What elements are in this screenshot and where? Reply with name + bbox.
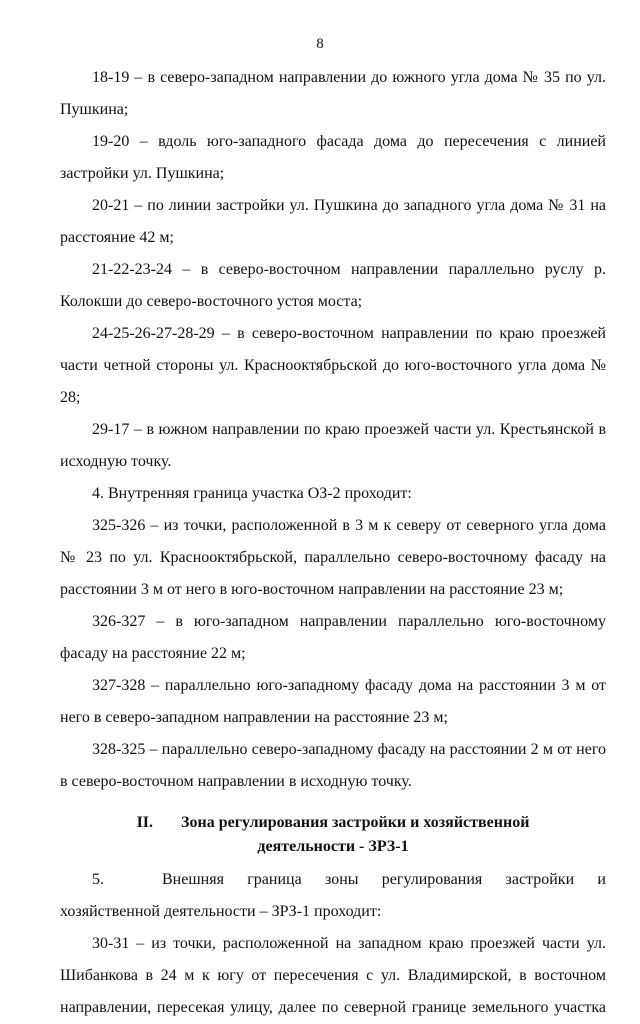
paragraph-item-5 xyxy=(60,864,606,928)
paragraph-328-325: 328-325 – параллельно северо-западному фасаду на расстоянии 2 м от него в северо-восточном направлении в исходную точку. xyxy=(60,741,606,790)
paragraph-29-17: 29-17 – в южном направлении по краю проезжей части ул. Крестьянской в исходную точку. xyxy=(60,421,606,470)
paragraph-326-327: 326-327 – в юго-западном направлении параллельно юго-восточному фасаду на расстояние 22 м; xyxy=(60,613,606,662)
paragraph-325-326: 325-326 – из точки, расположенной в 3 м к северу от северного угла дома № 23 по ул. Краснооктябрьской, параллельно северо-восточному фасаду на расстоянии 3 м от него в юго-восточном направлении на расстояние 23 м; xyxy=(60,517,606,598)
item-5-text: Внешняя граница зоны регулирования застройки и хозяйственной деятельности – ЗРЗ-1 проходит: xyxy=(60,871,606,920)
paragraph-21-24: 21-22-23-24 – в северо-восточном направлении параллельно руслу р. Колокши до северо-восточного устоя моста; xyxy=(60,261,606,310)
paragraph-item-4: 4. Внутренняя граница участка ОЗ-2 проходит: xyxy=(92,485,412,502)
section-heading xyxy=(60,811,606,859)
section-title-line1: Зона регулирования застройки и хозяйственной xyxy=(181,814,530,831)
paragraph-24-29: 24-25-26-27-28-29 – в северо-восточном направлении по краю проезжей части четной стороны ул. Краснооктябрьской до юго-восточного угла дома № 28; xyxy=(60,325,606,406)
page-number: 8 xyxy=(316,36,324,52)
paragraph-19-20: 19-20 – вдоль юго-западного фасада дома до пересечения с линией застройки ул. Пушкина; xyxy=(60,133,606,182)
section-title-line2: деятельности - ЗРЗ-1 xyxy=(257,838,409,855)
paragraph-30-31: 30-31 – из точки, расположенной на западном краю проезжей части ул. Шибанкова в 24 м к югу от пересечения с ул. Владимирской, в восточном направлении, пересекая улицу, далее по северной границе земельного участка xyxy=(60,935,606,1016)
paragraph-327-328: 327-328 – параллельно юго-западному фасаду дома на расстоянии 3 м от него в северо-западном направлении на расстояние 23 м; xyxy=(60,677,606,726)
document-body xyxy=(60,62,606,1024)
paragraph-18-19: 18-19 – в северо-западном направлении до южного угла дома № 35 по ул. Пушкина; xyxy=(60,69,606,118)
item-5-number: 5. xyxy=(92,871,104,888)
paragraph-20-21: 20-21 – по линии застройки ул. Пушкина до западного угла дома № 31 на расстояние 42 м; xyxy=(60,197,606,246)
section-roman-numeral: II. xyxy=(136,814,154,831)
